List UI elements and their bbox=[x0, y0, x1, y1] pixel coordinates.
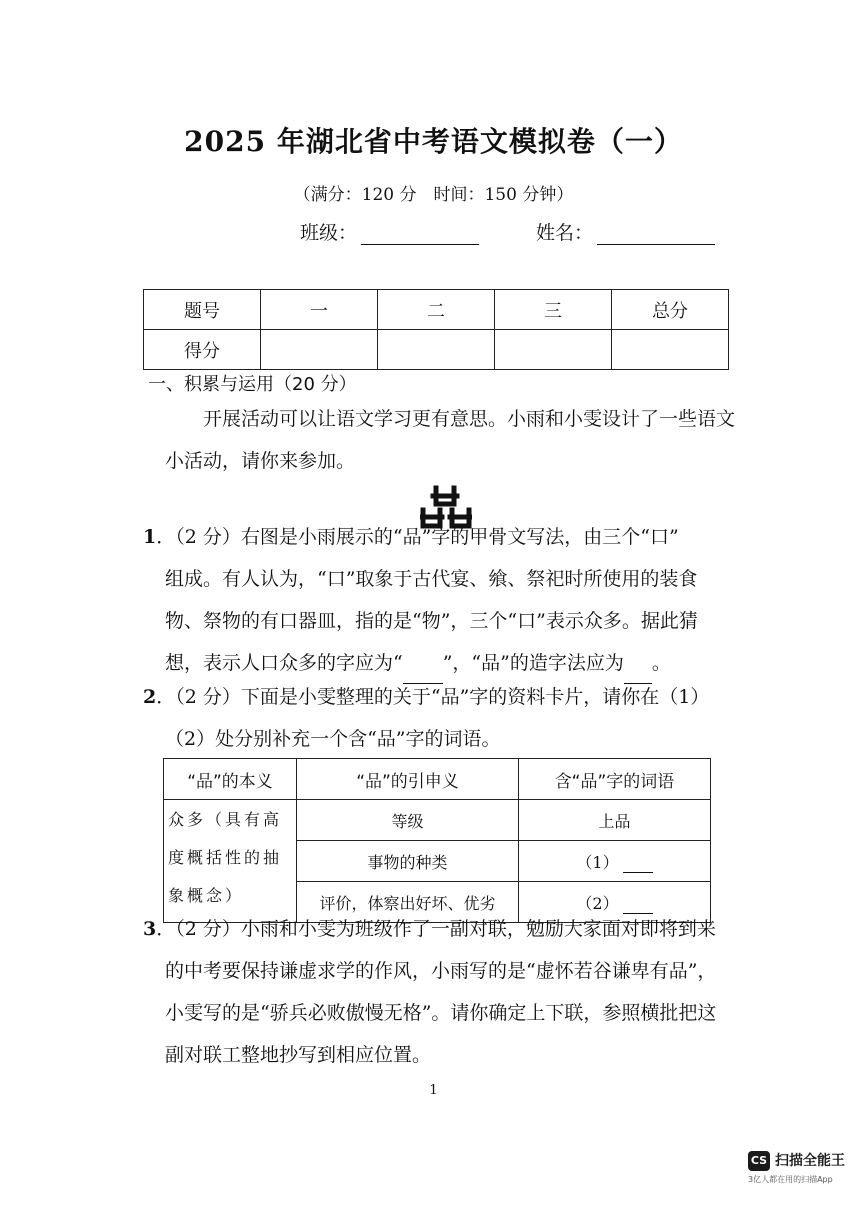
extended-meaning: 等级 bbox=[297, 800, 519, 841]
word-blank-1[interactable] bbox=[623, 856, 653, 873]
camscanner-logo-icon: CS bbox=[748, 1151, 770, 1171]
watermark-tagline: 3亿人都在用的扫描App bbox=[748, 1175, 833, 1184]
class-label: 班级： bbox=[300, 222, 358, 244]
score-table-score-row bbox=[144, 330, 729, 370]
card-header-row bbox=[164, 759, 711, 800]
question-text: ”，“品”的造字法应为 bbox=[442, 652, 624, 674]
page-title: 2025 年湖北省中考语文模拟卷（一） bbox=[184, 125, 683, 158]
score-cell: 题号 bbox=[144, 290, 261, 330]
question-number: 3 bbox=[143, 918, 157, 940]
class-field bbox=[300, 218, 479, 245]
scanner-watermark bbox=[748, 1151, 860, 1191]
name-field bbox=[536, 218, 715, 245]
word-label: （1） bbox=[576, 852, 619, 872]
question-1 bbox=[143, 516, 733, 684]
info-card-table bbox=[163, 758, 711, 923]
score-input-cell[interactable] bbox=[495, 330, 612, 370]
score-table-header-row bbox=[144, 290, 729, 330]
question-text: ．（2 分）下面是小雯整理的关于“品”字的资料卡片，请你在（1） bbox=[156, 686, 710, 708]
question-text: ．（2 分）右图是小雨展示的“品”字的甲骨文写法，由三个“口” bbox=[156, 526, 679, 548]
section-intro: 开展活动可以让语文学习更有意思。小雨和小雯设计了一些语文小活动，请你来参加。 bbox=[165, 408, 736, 472]
extended-meaning: 评价，体察出好坏、优劣 bbox=[297, 882, 519, 923]
exam-info: （满分：120 分 时间：150 分钟） bbox=[293, 185, 574, 205]
section-heading: 一、积累与运用（20 分） bbox=[148, 374, 357, 395]
score-input-cell[interactable] bbox=[261, 330, 378, 370]
watermark-name: 扫描全能王 bbox=[775, 1153, 845, 1169]
card-header: 含“品”字的词语 bbox=[519, 759, 711, 800]
score-cell: 三 bbox=[495, 290, 612, 330]
word-cell: 上品 bbox=[519, 800, 711, 841]
score-input-cell[interactable] bbox=[378, 330, 495, 370]
question-text-continued: （2）处分别补充一个含“品”字的词语。 bbox=[165, 728, 501, 750]
page-number: 1 bbox=[429, 1083, 438, 1098]
extended-meaning: 事物的种类 bbox=[297, 841, 519, 882]
question-text: 组成。有人认为，“口”取象于古代宴、飨、祭祀时所使用的装食物、祭物的有口器皿，指的是“物”，三个“口”表示众多。据此猜想，表示人口众多的字应为“ bbox=[165, 568, 698, 674]
score-table bbox=[143, 289, 729, 370]
original-meaning: 众多（具有高度概括性的抽象概念） bbox=[164, 800, 297, 923]
question-number: 2 bbox=[143, 686, 157, 708]
question-text: ．（2 分）小雨和小雯为班级作了一副对联，勉励大家面对即将到来 bbox=[156, 918, 716, 940]
class-blank[interactable] bbox=[361, 224, 479, 245]
score-cell: 一 bbox=[261, 290, 378, 330]
question-text-continued bbox=[143, 558, 733, 684]
name-blank[interactable] bbox=[597, 224, 715, 245]
score-input-cell[interactable] bbox=[612, 330, 729, 370]
word-answer-cell bbox=[519, 841, 711, 882]
question-text-continued: 的中考要保持谦虚求学的作风，小雨写的是“虚怀若谷谦卑有品”，小雯写的是“骄兵必败傲慢无格”。请你确定上下联，参照横批把这副对联工整地抄写到相应位置。 bbox=[165, 960, 717, 1066]
card-header: “品”的本义 bbox=[164, 759, 297, 800]
name-label: 姓名： bbox=[536, 222, 594, 244]
word-label: （2） bbox=[576, 893, 619, 913]
question-text: 。 bbox=[651, 652, 671, 674]
card-header: “品”的引申义 bbox=[297, 759, 519, 800]
card-row bbox=[164, 800, 711, 841]
question-number: 1 bbox=[143, 526, 157, 548]
question-2 bbox=[143, 676, 733, 760]
question-3 bbox=[143, 908, 733, 1076]
score-cell: 得分 bbox=[144, 330, 261, 370]
score-cell: 总分 bbox=[612, 290, 729, 330]
score-cell: 二 bbox=[378, 290, 495, 330]
